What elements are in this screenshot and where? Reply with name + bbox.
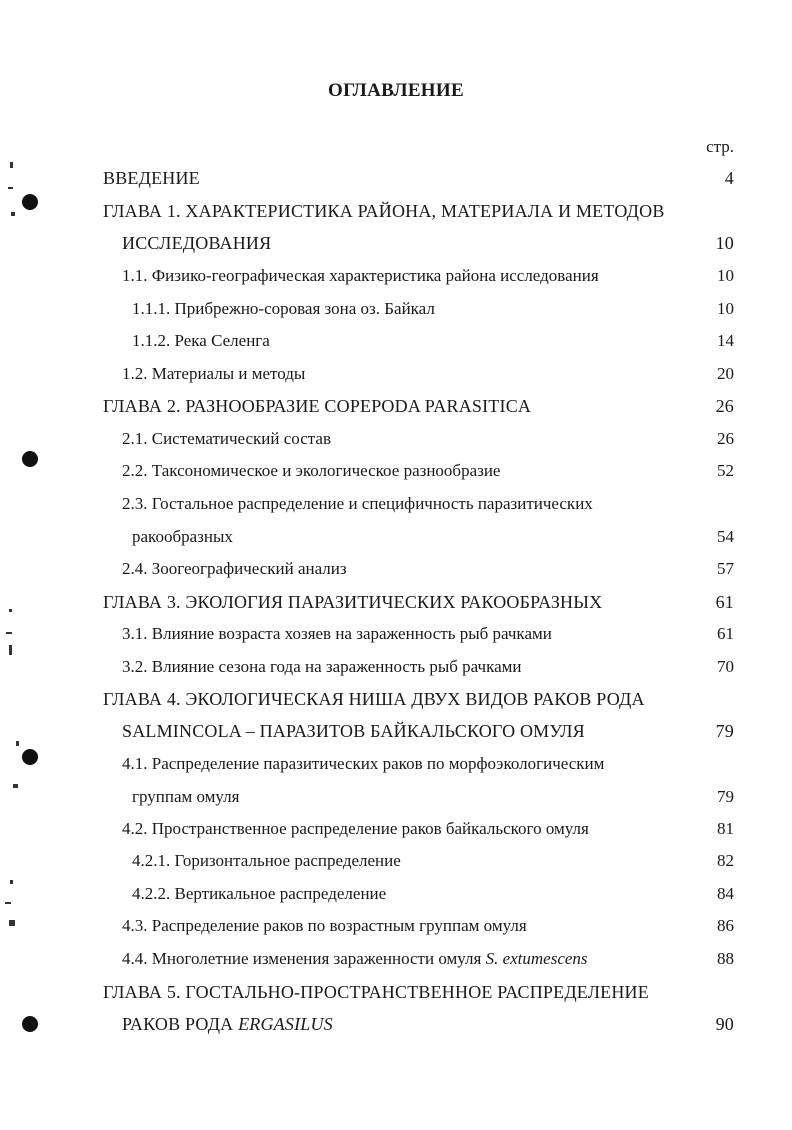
- scan-speck: [5, 902, 11, 904]
- toc-entry[interactable]: [0, 621, 792, 647]
- toc-entry-text: 1.1.2. Река Селенга: [132, 331, 270, 350]
- toc-entry-text: SALMINCOLA – ПАРАЗИТОВ БАЙКАЛЬСКОГО ОМУЛЯ: [122, 721, 585, 741]
- toc-entry-text: 4.3. Распределение раков по возрастным группам омуля: [122, 916, 527, 935]
- scan-speck: [11, 212, 15, 216]
- toc-entry-page: 88: [717, 949, 734, 968]
- scan-speck: [13, 784, 18, 788]
- toc-entry[interactable]: [0, 296, 792, 322]
- toc-entry-text: ГЛАВА 3. ЭКОЛОГИЯ ПАРАЗИТИЧЕСКИХ РАКООБРАЗНЫХ: [103, 592, 603, 612]
- toc-entry-page: 70: [717, 657, 734, 676]
- toc-entry-text: группам омуля: [132, 787, 240, 806]
- toc-entry-text: [122, 946, 588, 972]
- scan-speck: [10, 162, 13, 168]
- toc-entry-page: 79: [715, 721, 734, 741]
- toc-entry[interactable]: [0, 654, 792, 680]
- toc-entry-page: 90: [715, 1014, 734, 1034]
- toc-entry[interactable]: [0, 361, 792, 387]
- toc-entry-page: 81: [717, 819, 734, 838]
- toc-entry-page: 57: [717, 559, 734, 578]
- toc-entry-page: 61: [715, 592, 734, 612]
- toc-entry-text: 2.1. Систематический состав: [122, 429, 331, 448]
- toc-entry[interactable]: [0, 263, 792, 289]
- toc-entry-text: ГЛАВА 4. ЭКОЛОГИЧЕСКАЯ НИША ДВУХ ВИДОВ РАКОВ РОДА: [103, 689, 645, 709]
- toc-entry-text: ГЛАВА 5. ГОСТАЛЬНО-ПРОСТРАНСТВЕННОЕ РАСПРЕДЕЛЕНИЕ: [103, 982, 649, 1002]
- scan-speck: [9, 609, 12, 612]
- punch-hole-mark: [22, 749, 38, 765]
- toc-entry-text: ракообразных: [132, 527, 233, 546]
- toc-entry[interactable]: [0, 458, 792, 484]
- toc-entry[interactable]: [0, 718, 792, 744]
- toc-entry[interactable]: [0, 913, 792, 939]
- toc-entry-page: 86: [717, 916, 734, 935]
- toc-entry-page: 79: [717, 787, 734, 806]
- toc-entry-text: 4.2.1. Горизонтальное распределение: [132, 851, 401, 870]
- toc-entry-text: 4.2.2. Вертикальное распределение: [132, 884, 387, 903]
- toc-entry-text: ИССЛЕДОВАНИЯ: [122, 233, 272, 253]
- toc-entry-text: 1.1.1. Прибрежно-соровая зона оз. Байкал: [132, 299, 435, 318]
- punch-hole-mark: [22, 1016, 38, 1032]
- punch-hole-mark: [22, 194, 38, 210]
- toc-entry[interactable]: [0, 1011, 792, 1037]
- toc-entry[interactable]: [0, 848, 792, 874]
- toc-entry[interactable]: [0, 426, 792, 452]
- toc-entry-page: 14: [717, 331, 734, 350]
- toc-entry-text: 4.2. Пространственное распределение раков байкальского омуля: [122, 819, 589, 838]
- toc-entry-page: 10: [717, 299, 734, 318]
- toc-entry[interactable]: [0, 784, 792, 810]
- toc-entry[interactable]: [0, 686, 792, 712]
- scan-speck: [9, 645, 12, 655]
- scan-speck: [16, 741, 19, 746]
- toc-entry-text: 4.1. Распределение паразитических раков по морфоэкологическим: [122, 754, 605, 773]
- toc-entry[interactable]: [0, 328, 792, 354]
- toc-entry-text: 2.2. Таксономическое и экологическое разнообразие: [122, 461, 501, 480]
- toc-entry[interactable]: [0, 816, 792, 842]
- toc-entry[interactable]: [0, 230, 792, 256]
- toc-entry[interactable]: [0, 589, 792, 615]
- toc-entry-text-plain: 4.4. Многолетние изменения зараженности омуля: [122, 949, 486, 968]
- toc-entry-page: 10: [715, 233, 734, 253]
- toc-entry-page: 26: [715, 396, 734, 416]
- toc-entry-page: 54: [717, 527, 734, 546]
- punch-hole-mark: [22, 451, 38, 467]
- toc-entry-text: ВВЕДЕНИЕ: [103, 168, 200, 188]
- toc-entry[interactable]: [0, 491, 792, 517]
- toc-entry-page: 84: [717, 884, 734, 903]
- toc-entry-page: 10: [717, 266, 734, 285]
- toc-entry[interactable]: [0, 198, 792, 224]
- toc-entry-page: 52: [717, 461, 734, 480]
- toc-entry-page: 82: [717, 851, 734, 870]
- toc-entry[interactable]: [0, 165, 792, 191]
- scan-speck: [8, 187, 13, 189]
- toc-entry[interactable]: [0, 556, 792, 582]
- toc-entry-text: 1.2. Материалы и методы: [122, 364, 306, 383]
- toc-entry-text: ГЛАВА 2. РАЗНООБРАЗИЕ COPEPODA PARASITICA: [103, 396, 532, 416]
- scan-speck: [9, 920, 15, 926]
- toc-entry-text: 2.3. Гостальное распределение и специфичность паразитических: [122, 494, 593, 513]
- toc-entry-page: 4: [724, 168, 734, 188]
- toc-entry-text: 3.2. Влияние сезона года на зараженность рыб рачками: [122, 657, 522, 676]
- toc-entry-text: 1.1. Физико-географическая характеристика района исследования: [122, 266, 599, 285]
- toc-entry[interactable]: [0, 393, 792, 419]
- toc-entry[interactable]: [0, 946, 792, 972]
- toc-entry-text: ГЛАВА 1. ХАРАКТЕРИСТИКА РАЙОНА, МАТЕРИАЛА И МЕТОДОВ: [103, 201, 665, 221]
- toc-entry-text-plain: РАКОВ РОДА: [122, 1014, 239, 1034]
- toc-entry-text: [122, 1011, 333, 1037]
- toc-entry[interactable]: [0, 979, 792, 1005]
- toc-entry-page: 61: [717, 624, 734, 643]
- scan-speck: [6, 632, 12, 634]
- scan-speck: [10, 880, 13, 884]
- toc-entry-page: 26: [717, 429, 734, 448]
- toc-entry-text-italic: S. extumescens: [485, 949, 588, 968]
- toc-entry-text: 2.4. Зоогеографический анализ: [122, 559, 347, 578]
- toc-entry-text-italic: ERGASILUS: [238, 1014, 333, 1034]
- toc-entry-text: 3.1. Влияние возраста хозяев на зараженность рыб рачками: [122, 624, 552, 643]
- toc-entry[interactable]: [0, 881, 792, 907]
- toc-entry-page: 20: [717, 364, 734, 383]
- toc-entry[interactable]: [0, 524, 792, 550]
- page-title: ОГЛАВЛЕНИЕ: [328, 80, 464, 101]
- page-column-label: стр.: [706, 137, 734, 156]
- toc-entry[interactable]: [0, 751, 792, 777]
